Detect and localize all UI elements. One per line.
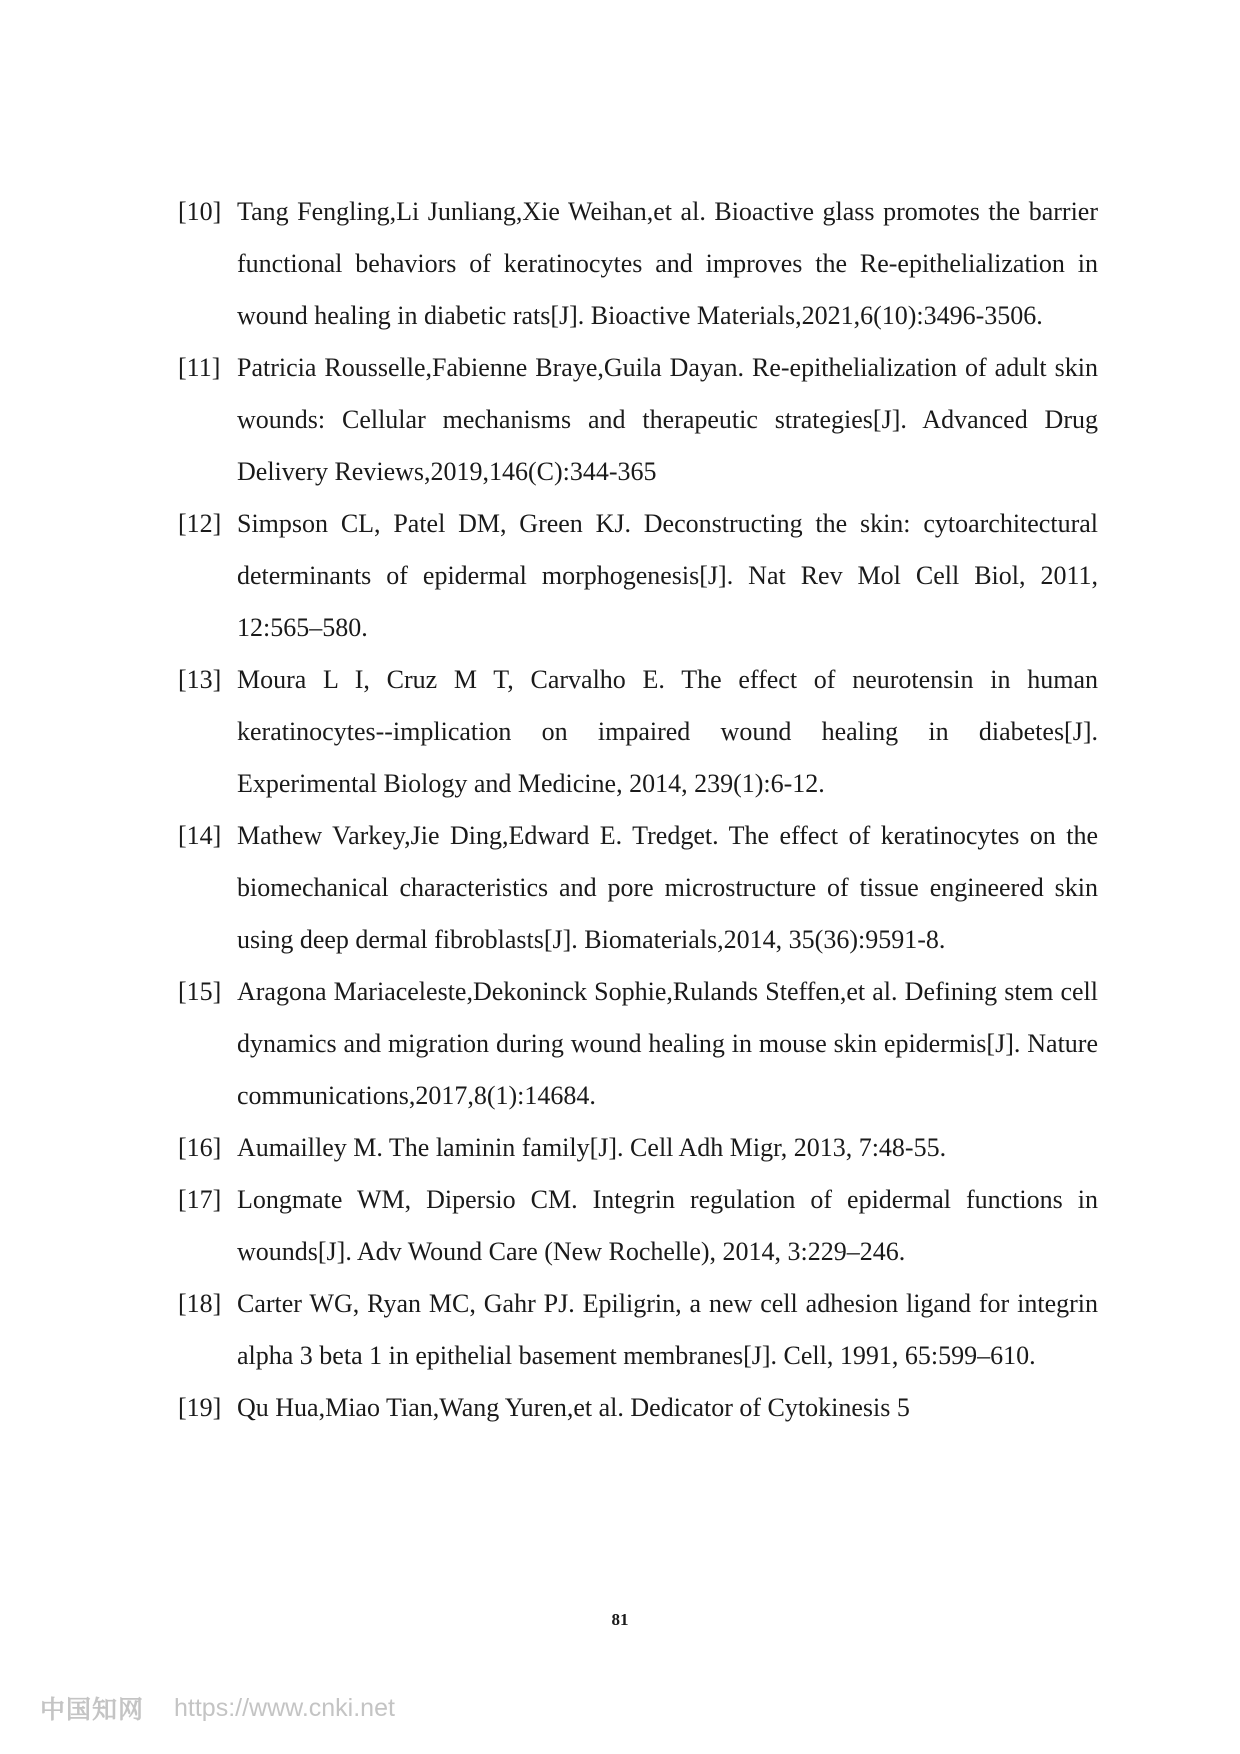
reference-number: [10] (178, 197, 222, 226)
reference-number: [11] (178, 353, 221, 382)
watermark-url: https://www.cnki.net (174, 1693, 395, 1722)
reference-number: [18] (178, 1289, 222, 1318)
reference-text: Aragona Mariaceleste,Dekoninck Sophie,Rulands Steffen,et al. Defining stem cell dynamics and migration during wound healing in mouse skin epidermis[J]. Nature communications,2017,8(1):14684. (237, 977, 1098, 1110)
reference-text: Carter WG, Ryan MC, Gahr PJ. Epiligrin, a new cell adhesion ligand for integrin alpha 3 beta 1 in epithelial basement membranes[J]. Cell, 1991, 65:599–610. (237, 1289, 1098, 1370)
reference-text: Moura L I, Cruz M T, Carvalho E. The effect of neurotensin in human keratinocytes--implication on impaired wound healing in diabetes[J]. Experimental Biology and Medicine, 2014, 239(1):6-12. (237, 665, 1098, 798)
reference-text: Aumailley M. The laminin family[J]. Cell Adh Migr, 2013, 7:48-55. (237, 1133, 947, 1162)
reference-number: [19] (178, 1393, 222, 1422)
reference-list (178, 186, 1098, 1434)
reference-item (178, 1278, 1098, 1382)
reference-item (178, 1122, 1098, 1174)
page-number: 81 (611, 1610, 629, 1629)
reference-text: Longmate WM, Dipersio CM. Integrin regulation of epidermal functions in wounds[J]. Adv Wound Care (New Rochelle), 2014, 3:229–246. (237, 1185, 1098, 1266)
reference-text: Simpson CL, Patel DM, Green KJ. Deconstructing the skin: cytoarchitectural determinants of epidermal morphogenesis[J]. Nat Rev Mol Cell Biol, 2011, 12:565–580. (237, 509, 1098, 642)
reference-item (178, 342, 1098, 498)
reference-item (178, 186, 1098, 342)
reference-item (178, 810, 1098, 966)
reference-number: [15] (178, 977, 222, 1006)
reference-item (178, 654, 1098, 810)
reference-text: Qu Hua,Miao Tian,Wang Yuren,et al. Dedicator of Cytokinesis 5 (237, 1393, 910, 1422)
reference-item (178, 1382, 1098, 1434)
reference-text: Tang Fengling,Li Junliang,Xie Weihan,et al. Bioactive glass promotes the barrier functional behaviors of keratinocytes and improves the Re-epithelialization in wound healing in diabetic rats[J]. Bioactive Materials,2021,6(10):3496-3506. (237, 197, 1098, 330)
reference-text: Mathew Varkey,Jie Ding,Edward E. Tredget. The effect of keratinocytes on the biomechanical characteristics and pore microstructure of tissue engineered skin using deep dermal fibroblasts[J]. Biomaterials,2014, 35(36):9591-8. (237, 821, 1098, 954)
reference-number: [14] (178, 821, 222, 850)
reference-item (178, 1174, 1098, 1278)
reference-number: [16] (178, 1133, 222, 1162)
reference-number: [12] (178, 509, 222, 538)
watermark (40, 1690, 395, 1726)
reference-number: [13] (178, 665, 222, 694)
reference-item (178, 966, 1098, 1122)
reference-text: Patricia Rousselle,Fabienne Braye,Guila Dayan. Re-epithelialization of adult skin wounds: Cellular mechanisms and therapeutic strategies[J]. Advanced Drug Delivery Reviews,2019,146(C):344-365 (237, 353, 1098, 486)
reference-number: [17] (178, 1185, 222, 1214)
cnki-logo: 中国知网 (40, 1695, 145, 1724)
reference-item (178, 498, 1098, 654)
